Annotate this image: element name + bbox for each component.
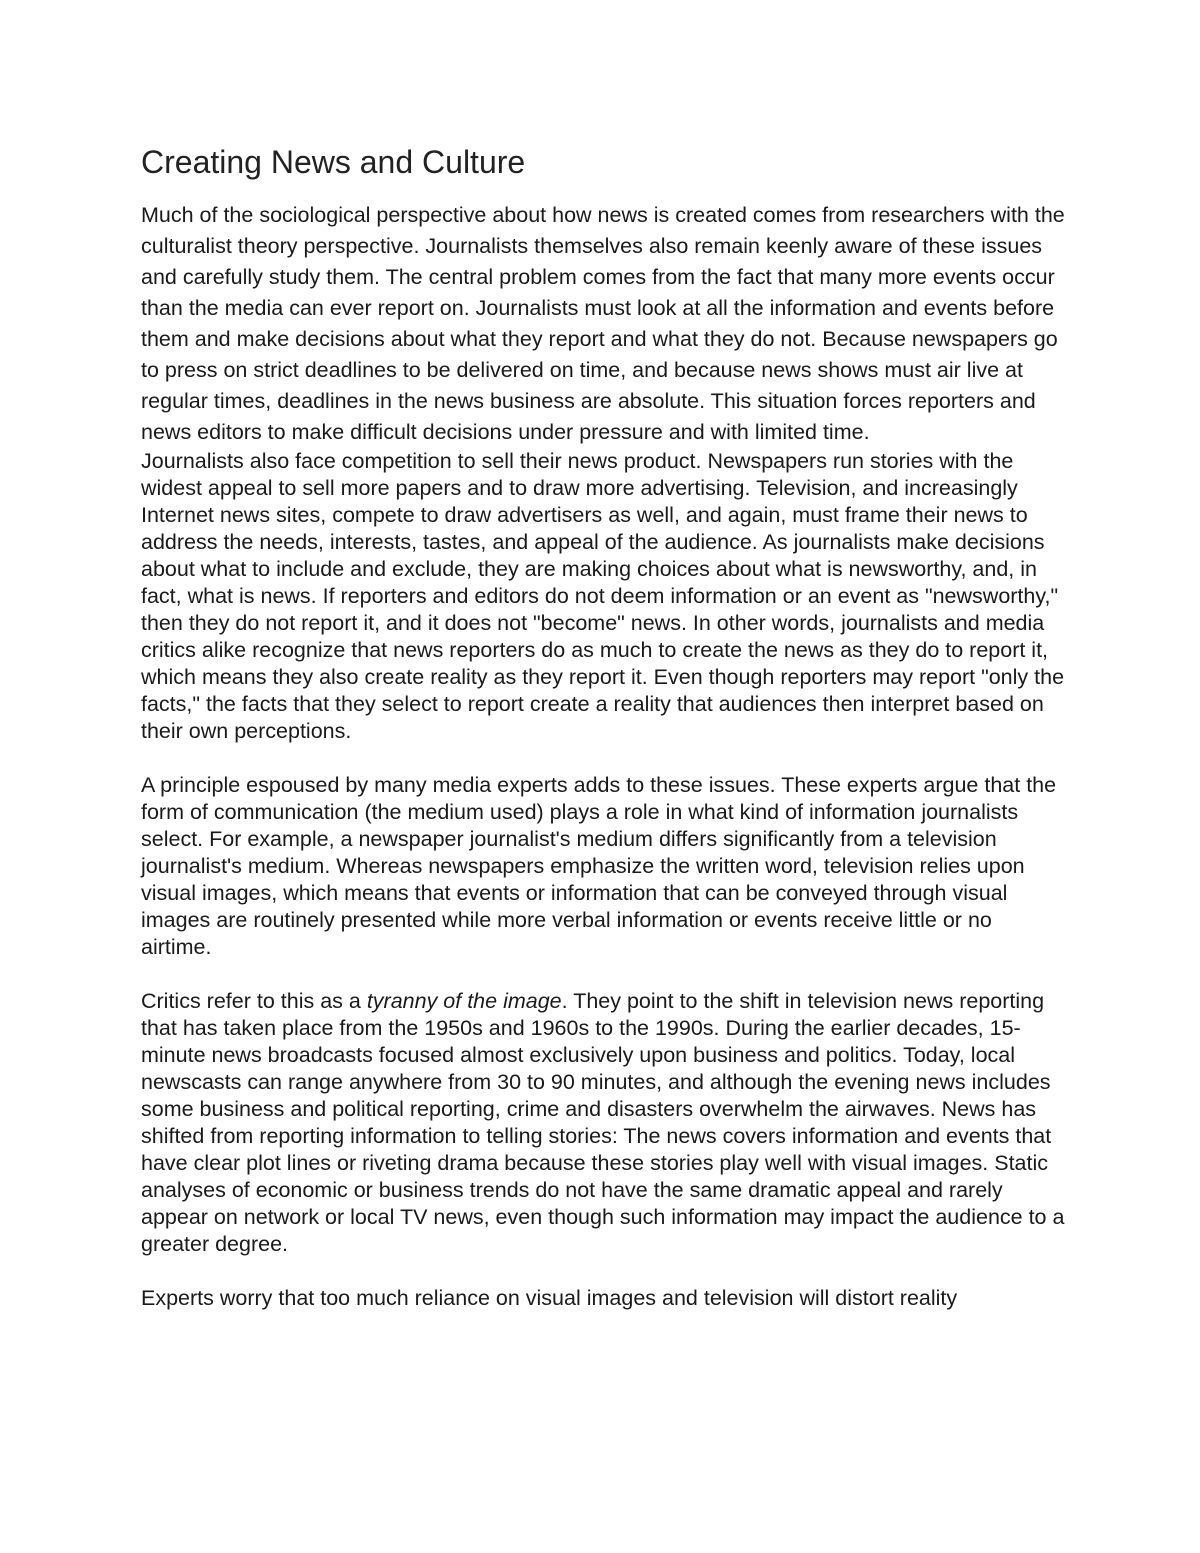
paragraph-news-creation: Much of the sociological perspective about how news is created comes from researchers with the culturalist theory perspective. Journalists themselves also remain keenly aware of these issues and carefully study them. The central problem comes from the fact that many more events occur than the media can ever report on. Journalists must look at all the information and events before them and make decisions about what they report and what they do not. Because newspapers go to press on strict deadlines to be delivered on time, and because news shows must air live at regular times, deadlines in the news business are absolute. This situation forces reporters and news editors to make difficult decisions under pressure and with limited time. — [141, 203, 1065, 444]
paragraph-tyranny-of-image — [141, 988, 1066, 1258]
emphasized-phrase: tyranny of the image — [366, 989, 562, 1013]
critics-text-after: . They point to the shift in television news reporting that has taken place from the 1950s and 1960s to the 1990s. During the earlier decades, 15-minute news broadcasts focused almost exclusively upon business and politics. Today, local newscasts can range anywhere from 30 to 90 minutes, and although the evening news includes some business and political reporting, crime and disasters overwhelm the airwaves. News has shifted from reporting information to telling stories: The news covers information and events that have clear plot lines or riveting drama because these stories play well with visual images. Static analyses of economic or business trends do not have the same dramatic appeal and rarely appear on network or local TV news, even though such information may impact the audience to a greater degree. — [141, 989, 1065, 1256]
paragraph-spacer — [141, 961, 1066, 988]
paragraph-spacer — [141, 1258, 1066, 1285]
paragraph-spacer — [141, 745, 1066, 772]
critics-text-before: Critics refer to this as a — [141, 989, 367, 1013]
document-title: Creating News and Culture — [141, 144, 526, 180]
paragraph-competition: Journalists also face competition to sell their news product. Newspapers run stories with the widest appeal to sell more papers and to draw more advertising. Television, and increasingly Internet news sites, compete to draw advertisers as well, and again, must frame their news to address the needs, interests, tastes, and appeal of the audience. As journalists make decisions about what to include and exclude, they are making choices about what is newsworthy, and, in fact, what is news. If reporters and editors do not deem information or an event as "newsworthy," then they do not report it, and it does not "become" news. In other words, journalists and media critics alike recognize that news reporters do as much to create the news as they do to report it, which means they also create reality as they report it. Even though reporters may report "only the facts," the facts that they select to report create a reality that audiences then interpret based on their own perceptions. — [141, 449, 1065, 743]
paragraph-experts-worry: Experts worry that too much reliance on visual images and television will distort reality — [141, 1286, 958, 1310]
paragraph-medium-principle: A principle espoused by many media experts adds to these issues. These experts argue that the form of communication (the medium used) plays a role in what kind of information journalists select. For example, a newspaper journalist's medium differs significantly from a television journalist's medium. Whereas newspapers emphasize the written word, television relies upon visual images, which means that events or information that can be conveyed through visual images are routinely presented while more verbal information or events receive little or no airtime. — [141, 773, 1057, 959]
document-page — [141, 142, 1066, 1312]
